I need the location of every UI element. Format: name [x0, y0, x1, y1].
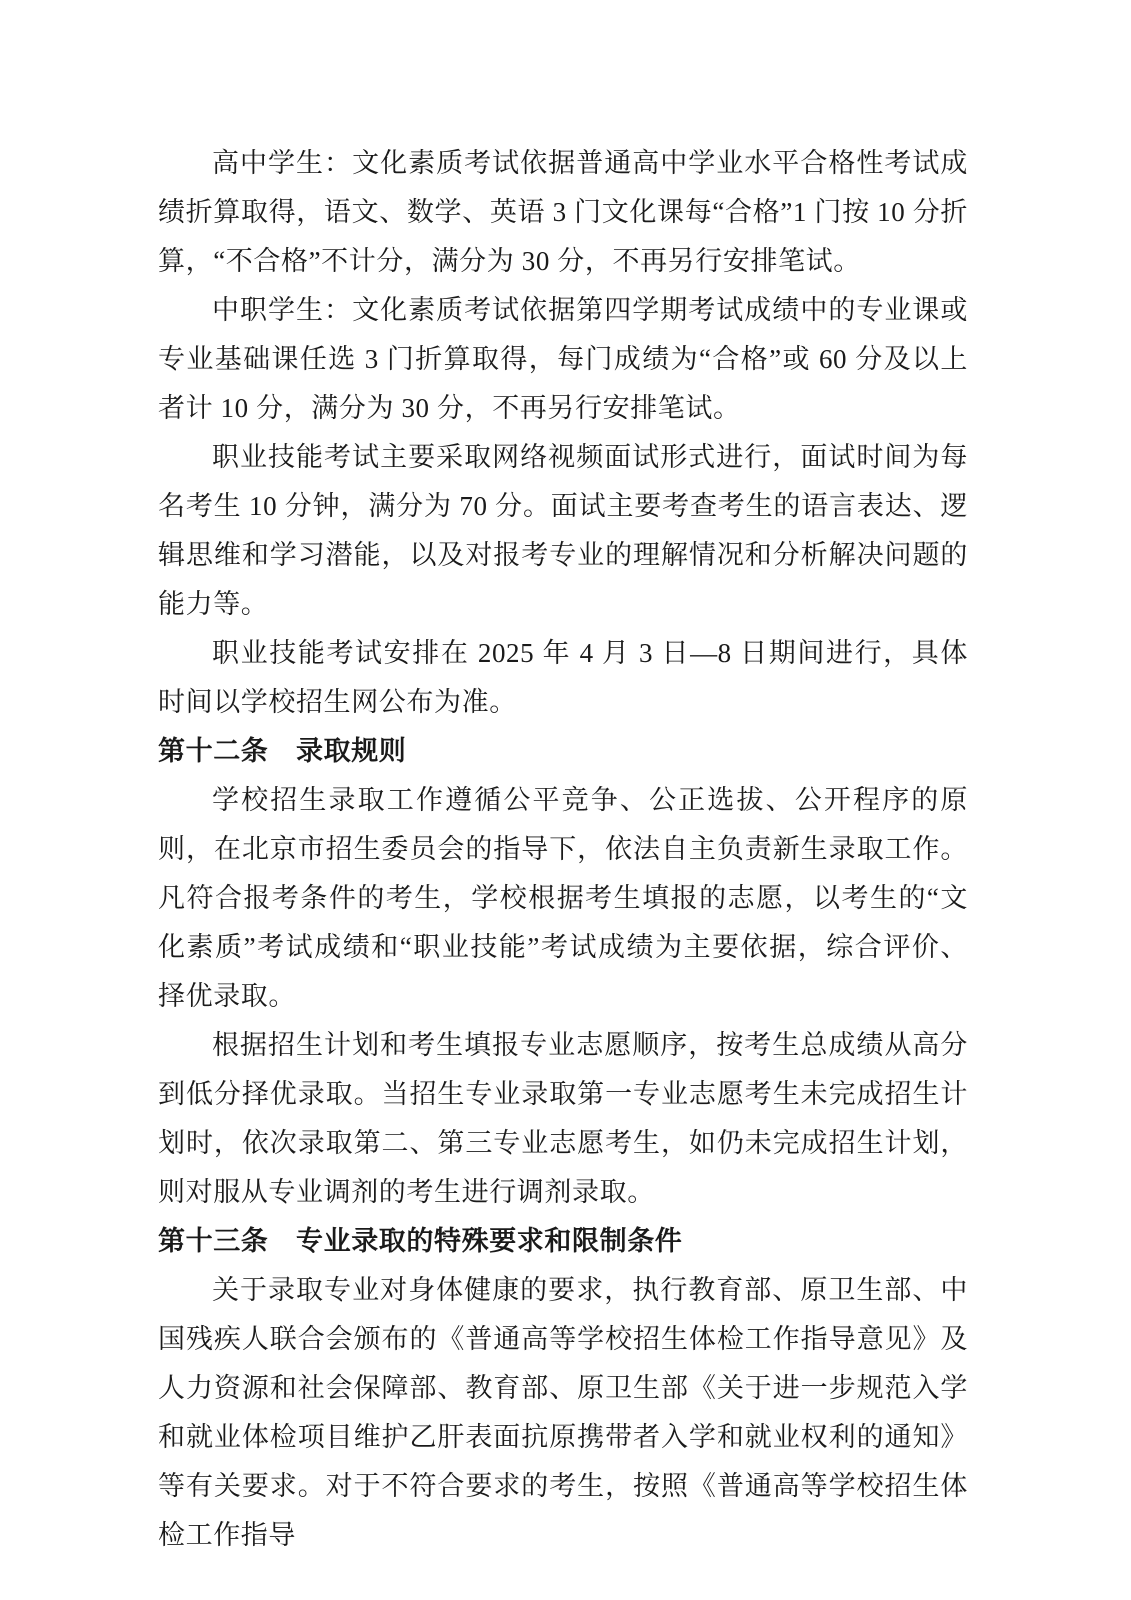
paragraph-vocational-culture-exam: 中职学生：文化素质考试依据第四学期考试成绩中的专业课或专业基础课任选 3 门折算取得，每门成绩为“合格”或 60 分及以上者计 10 分，满分为 30 分，不再另行安排笔试。	[158, 295, 968, 423]
paragraph-skill-exam-schedule: 职业技能考试安排在 2025 年 4 月 3 日—8 日期间进行，具体时间以学校招生网公布为准。	[158, 638, 968, 717]
heading-article-13-special-requirements: 第十三条 专业录取的特殊要求和限制条件	[158, 1226, 683, 1256]
paragraph-admission-principles: 学校招生录取工作遵循公平竞争、公正选拔、公开程序的原则，在北京市招生委员会的指导下，依法自主负责新生录取工作。凡符合报考条件的考生，学校根据考生填报的志愿，以考生的“文化素质”考试成绩和“职业技能”考试成绩为主要依据，综合评价、择优录取。	[158, 785, 968, 1011]
paragraph-skill-exam-interview: 职业技能考试主要采取网络视频面试形式进行，面试时间为每名考生 10 分钟，满分为 70 分。面试主要考查考生的语言表达、逻辑思维和学习潜能，以及对报考专业的理解情况和分析解决问题的能力等。	[158, 442, 968, 619]
paragraph-admission-order: 根据招生计划和考生填报专业志愿顺序，按考生总成绩从高分到低分择优录取。当招生专业录取第一专业志愿考生未完成招生计划时，依次录取第二、第三专业志愿考生，如仍未完成招生计划，则对服从专业调剂的考生进行调剂录取。	[158, 1030, 968, 1207]
paragraph-health-requirements: 关于录取专业对身体健康的要求，执行教育部、原卫生部、中国残疾人联合会颁布的《普通高等学校招生体检工作指导意见》及人力资源和社会保障部、教育部、原卫生部《关于进一步规范入学和就业体检项目维护乙肝表面抗原携带者入学和就业权利的通知》等有关要求。对于不符合要求的考生，按照《普通高等学校招生体检工作指导	[158, 1275, 968, 1550]
heading-article-12-admission-rules: 第十二条 录取规则	[158, 736, 407, 766]
paragraph-highschool-culture-exam: 高中学生：文化素质考试依据普通高中学业水平合格性考试成绩折算取得，语文、数学、英语 3 门文化课每“合格”1 门按 10 分折算，“不合格”不计分，满分为 30 分，不再另行安排笔试。	[158, 148, 968, 276]
